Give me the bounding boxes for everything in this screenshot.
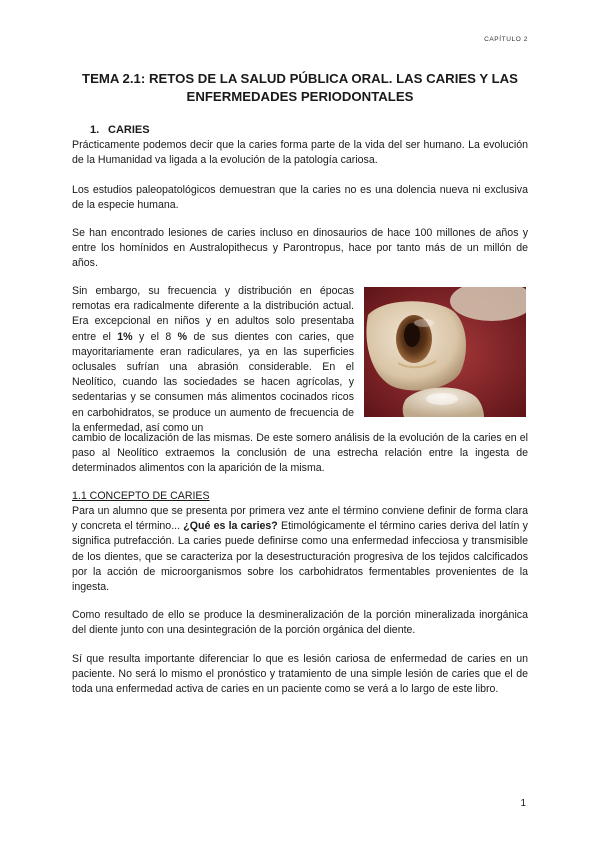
paragraph-demineralization: Como resultado de ello se produce la desmineralización de la porción mineralizada inorgánica del diente junto con una desintegración de la porción orgánica del diente. xyxy=(72,609,528,637)
paragraph-definition xyxy=(72,504,528,595)
section-heading-caries xyxy=(90,124,150,136)
paragraph-paleopathology: Los estudios paleopatológicos demuestran que la caries no es una dolencia nueva ni exclusiva de la especie humana. xyxy=(72,184,528,212)
paragraph-neolithic-text-1: Sin embargo, su frecuencia y distribución en épocas remotas era radicalmente diferente a la distribución actual. Era excepcional en niños y en adultos solo presentaba entre el xyxy=(72,285,354,343)
paragraph-neolithic-text-3: de sus dientes con caries, que mayoritariamente eran radiculares, ya en las superficies oclusales sufrían una abrasión considerable. En el Neolítico, cuando las sociedades se hacen agrícolas, y sedentarias y se consumen más alimentos cocinados ricos en carbohidratos, se produce un aumento de frecuencia de la enfermedad, así como un xyxy=(72,330,354,434)
paragraph-neolithic-bold-1: 1% xyxy=(117,330,133,343)
paragraph-neolithic-text-2: y el 8 xyxy=(132,330,178,343)
paragraph-lesion-vs-disease: Sí que resulta importante diferenciar lo que es lesión cariosa de enfermedad de caries en un paciente. No será lo mismo el pronóstico y tratamiento de una simple lesión de caries que el de toda una enfermedad activa de caries en un paciente como se verá a lo largo de este libro. xyxy=(72,653,528,696)
paragraph-definition-text-1: Para un alumno que se presenta por primera vez ante el término conviene definir de forma clara y concreta el término... xyxy=(72,505,528,533)
page-title-line-2: ENFERMEDADES PERIODONTALES xyxy=(186,89,414,104)
paragraph-definition-question: ¿Qué es la caries? xyxy=(183,520,278,533)
page-title-line-1: TEMA 2.1: RETOS DE LA SALUD PÚBLICA ORAL. LAS CARIES Y LAS xyxy=(82,71,518,86)
paragraph-dinosaurs: Se han encontrado lesiones de caries incluso en dinosaurios de hace 100 millones de años y entre los homínidos en Australopithecus y Parontropus, hace por tanto más de un millón de años. xyxy=(72,227,528,270)
paragraph-neolithic-continued: cambio de localización de las mismas. De este somero análisis de la evolución de la caries en el paso al Neolítico extraemos la conclusión de una estrecha relación entre la ingesta de determinados alimentos con la aparición de la misma. xyxy=(72,432,528,475)
paragraph-neolithic-bold-2: % xyxy=(177,330,188,343)
paragraph-definition-text-2: Etimológicamente el término caries deriva del latín y significa putrefacción. La caries puede definirse como una enfermedad infecciosa y transmisible de los dientes, que se caracteriza por la desestructuración progresiva de los tejidos calcificados por la acción de microorganismos sobre los carbohidratos fermentables provenientes de la ingesta. xyxy=(72,520,528,594)
paragraph-neolithic xyxy=(72,284,354,436)
section-number: 1. xyxy=(90,124,100,136)
paragraph-intro: Prácticamente podemos decir que la caries forma parte de la vida del ser humano. La evolución de la Humanidad va ligada a la evolución de la patología cariosa. xyxy=(72,139,528,167)
page-number: 1 xyxy=(520,798,526,809)
page-title xyxy=(72,70,528,106)
chapter-header-label: CAPÍTULO 2 xyxy=(484,36,528,43)
subsection-heading-concepto: 1.1 CONCEPTO DE CARIES xyxy=(72,490,210,502)
carious-tooth-illustration xyxy=(364,287,526,417)
section-title: CARIES xyxy=(108,124,150,136)
carious-tooth-photo xyxy=(364,287,526,417)
